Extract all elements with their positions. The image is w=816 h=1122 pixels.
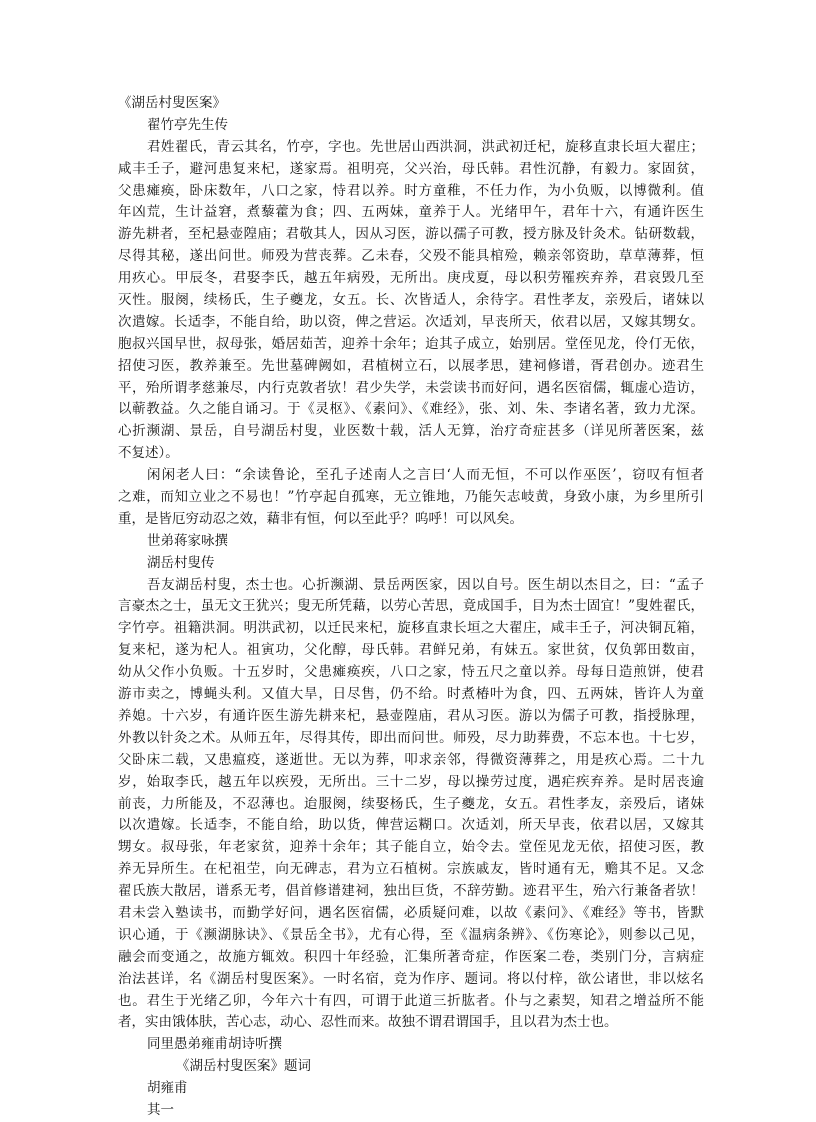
- text-line: 幼从父作小负贩。十五岁时，父患瘫痪疾，八口之家，恃五尺之童以养。母每日造煎饼，使君: [118, 664, 704, 681]
- text-line: 前丧，力所能及，不忍薄也。迨服阕，续娶杨氏，生子夔龙，女五。君性孝友，亲殁后，诸妹: [118, 795, 704, 812]
- poem-number: 其一: [147, 1101, 174, 1118]
- text-line: 平，殆所谓孝慈兼尽，内行克敦者欤！君少失学，未尝读书而好问，遇名医宿儒，辄虚心造访，: [118, 379, 704, 396]
- section-heading: 湖岳村叟传: [147, 554, 215, 571]
- text-line: 养无异所生。在杞祖茔，向无碑志，君为立石植树。宗族戚友，皆时通有无，赡其不足。又念: [118, 861, 704, 878]
- text-line: 咸丰壬子，避河患复来杞，遂家焉。祖明亮，父兴治，母氏韩。君性沉静，有毅力。家固贫，: [118, 160, 704, 177]
- text-line: 用疚心。甲辰冬，君娶李氏，越五年病殁，无所出。庚戌夏，母以积劳罹疾弃养，君哀毁几至: [118, 270, 704, 287]
- text-line: 也。君生于光绪乙卯，今年六十有四，可谓于此道三折肱者。仆与之素契，知君之增益所不能: [118, 992, 704, 1009]
- text-line: 尽得其秘，遂出问世。师殁为营丧葬。乙未春，父殁不能具棺殓，赖亲邻资助，草草薄葬，恒: [118, 248, 704, 265]
- text-line: 灭性。服阕，续杨氏，生子夔龙，女五。长、次皆适人，余待字。君性孝友，亲殁后，诸妹以: [118, 292, 704, 309]
- text-line: 游市卖之，博蝇头利。又值大旱，日尽售，仍不给。时煮椿叶为食，四、五两妹，皆许人为童: [118, 686, 704, 703]
- signature: 同里愚弟雍甫胡诗听撰: [147, 1036, 282, 1053]
- text-line: 养媳。十六岁，有通许医生游先耕来杞，悬壶隍庙，君从习医。游以为儒子可教，指授脉理，: [118, 707, 704, 724]
- text-line: 复来杞，遂为杞人。祖寅功，父化醇，母氏韩。君鲜兄弟，有妹五。家世贫，仅负郭田数亩，: [118, 642, 704, 659]
- text-line: 重，是皆厄穷动忍之效，藉非有恒，何以至此乎？呜呼！可以风矣。: [118, 510, 523, 527]
- text-line: 不复述）。: [118, 445, 179, 462]
- text-line: 以蕲教益。久之能自诵习。于《灵枢》、《素问》、《难经》，张、刘、朱、李诸名著，致力尤深。: [118, 401, 704, 418]
- text-line: 游先耕者，至杞悬壶隍庙；君敬其人，因从习医，游以孺子可教，授方脉及针灸术。钻研数载，: [118, 226, 704, 243]
- text-line: 外教以针灸之术。从师五年，尽得其传，即出而问世。师殁，尽力助葬费，不忘本也。十七岁，: [118, 729, 704, 746]
- section-heading: 翟竹亭先生传: [147, 116, 228, 133]
- text-line: 父患瘫痪，卧床数年，八口之家，恃君以养。时方童稚，不任力作，为小负贩，以博微利。值: [118, 182, 704, 199]
- book-title: 《湖岳村叟医案》: [118, 95, 226, 111]
- text-line: 以次遣嫁。长适李，不能自给，助以货，俾营运糊口。次适刘，所天早丧，依君以居，又嫁其: [118, 817, 704, 834]
- text-line: 闲闲老人曰：“余读鲁论，至孔子述南人之言曰‘人而无恒，不可以作巫医’，窃叹有恒者: [147, 467, 704, 484]
- preface-title: 《湖岳村叟医案》题词: [176, 1058, 311, 1075]
- text-line: 言豪杰之士，虽无文王犹兴；叟无所凭藉，以劳心苦思，竟成国手，目为杰士固宜！”叟姓翟氏，: [118, 598, 704, 615]
- biography-paragraph: [118, 575, 704, 1035]
- text-line: 心折濒湖、景岳，自号湖岳村叟，业医数十载，活人无算，治疗奇症甚多（详见所著医案，兹: [118, 423, 704, 440]
- text-line: 父卧床二载，又患瘟疫，遂逝世。无以为葬，叩求亲邻，得微资薄葬之，用是疚心焉。二十九: [118, 751, 704, 768]
- text-line: 识心通，于《濒湖脉诀》、《景岳全书》，尤有心得，至《温病条辨》、《伤寒论》，则参以己见，: [118, 926, 704, 943]
- commentary-paragraph: [118, 465, 704, 531]
- text-line: 君未尝入塾读书，而勤学好问，遇名医宿儒，必质疑问难，以故《素问》、《难经》等书，皆默: [118, 904, 704, 921]
- text-line: 年凶荒，生计益窘，煮藜藿为食；四、五两妹，童养于人。光绪甲午，君年十六，有通许医生: [118, 204, 704, 221]
- text-line: 甥女。叔母张，年老家贫，迎养十余年；其子能自立，始令去。堂侄见龙无依，招使习医，教: [118, 839, 704, 856]
- text-line: 之难，而知立业之不易也！”竹亭起自孤寒，无立锥地，乃能矢志岐黄，身致小康，为乡里所引: [118, 489, 704, 506]
- text-line: 招使习医，教养兼至。先世墓碑阙如，君植树立石，以展孝思，建祠修谱，胥君创办。迹君生: [118, 357, 704, 374]
- text-line: 吾友湖岳村叟，杰士也。心折濒湖、景岳两医家，因以自号。医生胡以杰目之，曰：“孟子: [147, 576, 704, 593]
- document-page: [118, 93, 704, 1122]
- text-line: 者，实由饿体肤，苦心志，动心、忍性而来。故独不谓君谓国手，且以君为杰士也。: [118, 1014, 618, 1031]
- text-line: 岁，始取李氏，越五年以疾殁，无所出。三十二岁，母以操劳过度，遇疟疾弃养。是时居丧逾: [118, 773, 704, 790]
- text-line: 治法甚详，名《湖岳村叟医案》。一时名宿，竞为作序、题词。将以付梓，欲公诸世，非以炫名: [118, 970, 704, 987]
- preface-author: 胡雍甫: [147, 1080, 188, 1097]
- biography-paragraph: [118, 137, 704, 465]
- signature: 世弟蒋家咏撰: [147, 532, 228, 549]
- text-line: 次遣嫁。长适李，不能自给，助以资，俾之营运。次适刘，早丧所天，依君以居，又嫁其甥女。: [118, 313, 704, 330]
- text-line: 字竹亭。祖籍洪洞。明洪武初，以迁民来杞，旋移直隶长垣之大翟庄，咸丰壬子，河决铜瓦箱，: [118, 620, 704, 637]
- text-line: 君姓翟氏，青云其名，竹亭，字也。先世居山西洪洞，洪武初迁杞，旋移直隶长垣大翟庄；: [147, 138, 704, 155]
- text-line: 胞叔兴国早世，叔母张，婚居茹苦，迎养十余年；迨其子成立，始别居。堂侄见龙，伶仃无依，: [118, 335, 704, 352]
- text-line: 翟氏族大散居，谱系无考，倡首修谱建祠，独出巨货，不辞劳勤。迹君平生，殆六行兼备者欤！: [118, 883, 704, 900]
- text-line: 融会而变通之，故施方辄效。积四十年经验，汇集所著奇症，作医案二卷，类别门分，言病症: [118, 948, 704, 965]
